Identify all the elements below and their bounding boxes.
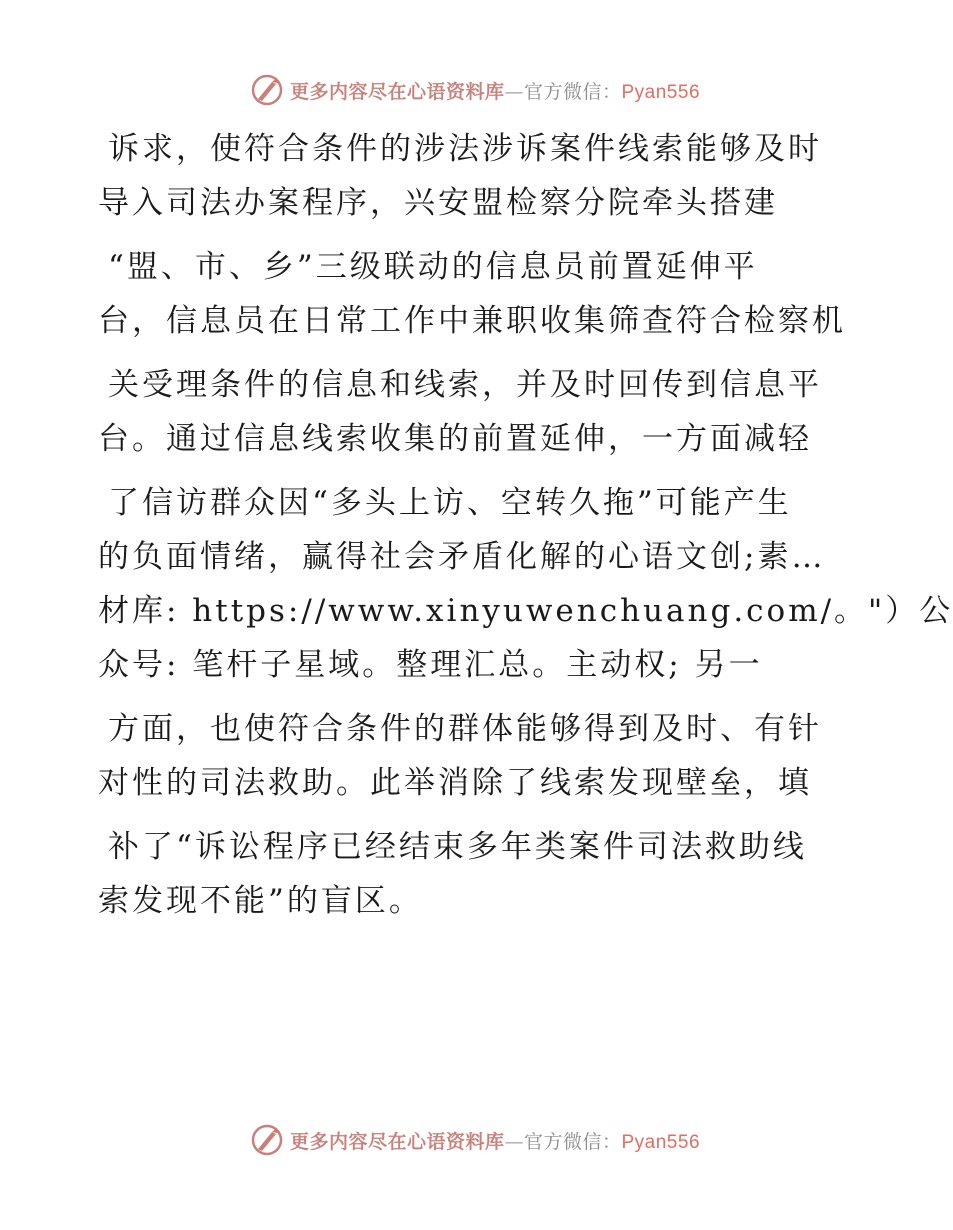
footer-watermark xyxy=(0,1120,950,1160)
text-line: 索发现不能”的盲区。 xyxy=(98,883,423,919)
text-line: 了信访群众因“多头上访、空转久拖”可能产生 xyxy=(108,485,792,521)
text-line: 台，信息员在日常工作中兼职收集筛查符合检察机 xyxy=(98,303,846,339)
quill-logo-icon xyxy=(250,73,284,107)
header-watermark xyxy=(0,70,950,110)
watermark-label: 官方微信： xyxy=(523,80,622,103)
text-line: 对性的司法救助。此举消除了线索发现壁垒，填 xyxy=(98,765,812,801)
watermark-main: 更多内容尽在心语资料库 xyxy=(289,1130,505,1153)
watermark-main: 更多内容尽在心语资料库 xyxy=(289,80,505,103)
watermark-group xyxy=(250,1123,700,1157)
text-line: 导入司法办案程序，兴安盟检察分院牵头搭建 xyxy=(98,185,778,221)
text-line: 诉求，使符合条件的涉法涉诉案件线索能够及时 xyxy=(108,131,822,167)
watermark-group xyxy=(250,73,700,107)
document-body xyxy=(98,122,953,928)
text-line: “盟、市、乡”三级联动的信息员前置延伸平 xyxy=(108,249,758,285)
watermark-id: Pyan556 xyxy=(621,81,701,103)
watermark-text xyxy=(290,1127,700,1154)
text-line: 补了“诉讼程序已经结束多年类案件司法救助线 xyxy=(108,829,807,865)
text-line: 材库: https://www.xinyuwenchuang.com/。"）公 xyxy=(98,593,953,629)
text-line: 的负面情绪，赢得社会矛盾化解的心语文创;素… xyxy=(98,539,826,575)
text-line: 台。通过信息线索收集的前置延伸，一方面减轻 xyxy=(98,421,812,457)
watermark-label: 官方微信： xyxy=(523,1130,622,1153)
watermark-dash: — xyxy=(504,1130,524,1153)
watermark-text xyxy=(290,77,700,104)
text-line: 众号: 笔杆子星域。整理汇总。主动权; 另一 xyxy=(98,647,763,683)
text-line: 关受理条件的信息和线索，并及时回传到信息平 xyxy=(108,367,822,403)
watermark-id: Pyan556 xyxy=(621,1131,701,1153)
watermark-dash: — xyxy=(504,80,524,103)
text-line: 方面，也使符合条件的群体能够得到及时、有针 xyxy=(108,711,822,747)
quill-logo-icon xyxy=(250,1123,284,1157)
